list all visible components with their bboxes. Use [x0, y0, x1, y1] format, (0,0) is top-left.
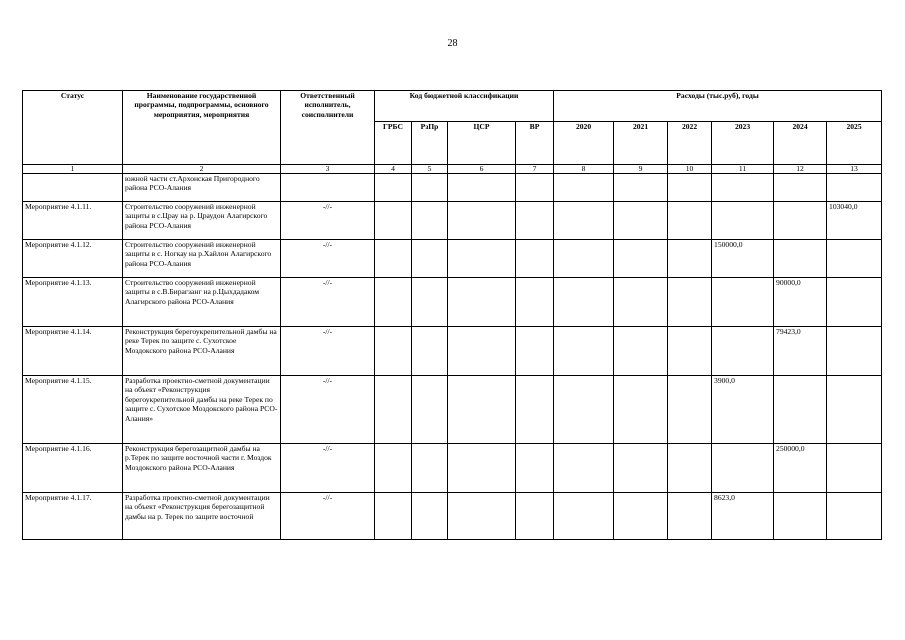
- cell-2022: [668, 240, 712, 278]
- table-row: [23, 174, 882, 202]
- cell-csr: [448, 174, 516, 202]
- column-number: 4: [375, 165, 412, 174]
- cell-grbs: [375, 240, 412, 278]
- table-row: [23, 202, 882, 240]
- cell-csr: [448, 376, 516, 444]
- cell-2025: [827, 493, 882, 540]
- cell-2021: [614, 278, 668, 327]
- cell-2020: [554, 444, 614, 493]
- cell-vr: [516, 202, 554, 240]
- cell-2020: [554, 174, 614, 202]
- cell-grbs: [375, 376, 412, 444]
- cell-vr: [516, 278, 554, 327]
- cell-2020: [554, 240, 614, 278]
- header-executor: Ответственный исполнитель, соисполнители: [281, 91, 375, 165]
- cell-2025: [827, 444, 882, 493]
- cell-2024: 79423,0: [774, 327, 827, 376]
- cell-csr: [448, 202, 516, 240]
- row-name: Строительство сооружений инженерной защиты в с. Ногкау на р.Хайлон Алагирского района РСО-Алания: [123, 240, 281, 278]
- header-row-main: [23, 91, 882, 122]
- row-executor: [281, 174, 375, 202]
- cell-2024: [774, 174, 827, 202]
- cell-grbs: [375, 493, 412, 540]
- column-number: 2: [123, 165, 281, 174]
- cell-rzpr: [412, 240, 448, 278]
- row-name: южной части ст.Архонская Пригородного района РСО-Алания: [123, 174, 281, 202]
- cell-csr: [448, 240, 516, 278]
- row-status: Мероприятие 4.1.17.: [23, 493, 123, 540]
- cell-grbs: [375, 278, 412, 327]
- cell-2025: [827, 278, 882, 327]
- row-name: Реконструкция берегоукрепительной дамбы на реке Терек по защите с. Сухотское Моздокского района РСО-Алания: [123, 327, 281, 376]
- header-year-2023: 2023: [712, 122, 774, 165]
- cell-2025: [827, 327, 882, 376]
- column-number: 6: [448, 165, 516, 174]
- header-expenses: Расходы (тыс.руб), годы: [554, 91, 882, 122]
- cell-2025: [827, 174, 882, 202]
- cell-2024: 250000,0: [774, 444, 827, 493]
- cell-vr: [516, 327, 554, 376]
- cell-rzpr: [412, 376, 448, 444]
- cell-csr: [448, 327, 516, 376]
- row-executor: -//-: [281, 327, 375, 376]
- table-row: [23, 376, 882, 444]
- row-executor: -//-: [281, 444, 375, 493]
- header-year-2025: 2025: [827, 122, 882, 165]
- row-status: Мероприятие 4.1.12.: [23, 240, 123, 278]
- cell-2024: [774, 240, 827, 278]
- cell-2020: [554, 376, 614, 444]
- row-name: Строительство сооружений инженерной защиты в с.В.Бирагзанг на р.Цыхдадаком Алагирского района РСО-Алания: [123, 278, 281, 327]
- cell-grbs: [375, 174, 412, 202]
- cell-2022: [668, 278, 712, 327]
- cell-rzpr: [412, 327, 448, 376]
- row-executor: -//-: [281, 202, 375, 240]
- cell-vr: [516, 444, 554, 493]
- column-number: 3: [281, 165, 375, 174]
- cell-rzpr: [412, 202, 448, 240]
- header-year-2022: 2022: [668, 122, 712, 165]
- row-status: Мероприятие 4.1.13.: [23, 278, 123, 327]
- column-number: 8: [554, 165, 614, 174]
- row-name: Разработка проектно-сметной документации на объект «Реконструкция берегоукрепительной дамбы на реке Терек по защите с. Сухотское Моздокского района РСО-Алания»: [123, 376, 281, 444]
- cell-2021: [614, 240, 668, 278]
- cell-2025: [827, 376, 882, 444]
- cell-2024: 90000,0: [774, 278, 827, 327]
- cell-2023: [712, 174, 774, 202]
- row-status: Мероприятие 4.1.11.: [23, 202, 123, 240]
- cell-2025: 103040,0: [827, 202, 882, 240]
- table-row: [23, 444, 882, 493]
- header-year-2021: 2021: [614, 122, 668, 165]
- cell-2024: [774, 493, 827, 540]
- cell-2023: [712, 202, 774, 240]
- cell-vr: [516, 174, 554, 202]
- column-number: 7: [516, 165, 554, 174]
- header-vr: ВР: [516, 122, 554, 165]
- row-status: [23, 174, 123, 202]
- header-rzpr: РзПр: [412, 122, 448, 165]
- cell-2024: [774, 202, 827, 240]
- cell-2022: [668, 202, 712, 240]
- header-year-2020: 2020: [554, 122, 614, 165]
- cell-2022: [668, 493, 712, 540]
- header-budget-code: Код бюджетной классификации: [375, 91, 554, 122]
- cell-2023: [712, 327, 774, 376]
- cell-2020: [554, 493, 614, 540]
- row-executor: -//-: [281, 278, 375, 327]
- cell-rzpr: [412, 444, 448, 493]
- cell-2021: [614, 202, 668, 240]
- cell-2020: [554, 278, 614, 327]
- column-number: 12: [774, 165, 827, 174]
- row-status: Мероприятие 4.1.15.: [23, 376, 123, 444]
- row-name: Реконструкция берегозащитной дамбы на р.Терек по защите восточной части г. Моздок Моздокского района РСО-Алания: [123, 444, 281, 493]
- row-executor: -//-: [281, 493, 375, 540]
- row-name: Разработка проектно-сметной документации на объект «Реконструкция берегозащитной дамбы на р. Терек по защите восточной: [123, 493, 281, 540]
- cell-2023: [712, 444, 774, 493]
- column-number: 10: [668, 165, 712, 174]
- cell-grbs: [375, 444, 412, 493]
- cell-csr: [448, 278, 516, 327]
- cell-2023: 8623,0: [712, 493, 774, 540]
- column-number: 5: [412, 165, 448, 174]
- cell-2024: [774, 376, 827, 444]
- cell-2023: 150000,0: [712, 240, 774, 278]
- cell-grbs: [375, 327, 412, 376]
- cell-2023: [712, 278, 774, 327]
- cell-2021: [614, 376, 668, 444]
- cell-2023: 3900,0: [712, 376, 774, 444]
- table-row: [23, 493, 882, 540]
- column-number: 1: [23, 165, 123, 174]
- header-status: Статус: [23, 91, 123, 165]
- cell-grbs: [375, 202, 412, 240]
- cell-csr: [448, 444, 516, 493]
- cell-2022: [668, 327, 712, 376]
- cell-2020: [554, 202, 614, 240]
- cell-2021: [614, 444, 668, 493]
- table-row: [23, 278, 882, 327]
- column-number: 9: [614, 165, 668, 174]
- header-grbs: ГРБС: [375, 122, 412, 165]
- cell-2021: [614, 327, 668, 376]
- cell-vr: [516, 493, 554, 540]
- cell-csr: [448, 493, 516, 540]
- page-number: 28: [447, 38, 458, 49]
- header-name: Наименование государственной программы, подпрограммы, основного мероприятия, мероприятия: [123, 91, 281, 165]
- column-number: 13: [827, 165, 882, 174]
- cell-2021: [614, 174, 668, 202]
- row-executor: -//-: [281, 376, 375, 444]
- header-csr: ЦСР: [448, 122, 516, 165]
- cell-2021: [614, 493, 668, 540]
- column-number-row: [23, 165, 882, 174]
- cell-rzpr: [412, 278, 448, 327]
- cell-vr: [516, 376, 554, 444]
- cell-rzpr: [412, 174, 448, 202]
- cell-2022: [668, 376, 712, 444]
- row-executor: -//-: [281, 240, 375, 278]
- row-name: Строительство сооружений инженерной защиты в с.Црау на р. Цраудон Алагирского района РСО-Алания: [123, 202, 281, 240]
- cell-2022: [668, 174, 712, 202]
- row-status: Мероприятие 4.1.16.: [23, 444, 123, 493]
- column-number: 11: [712, 165, 774, 174]
- budget-table: [22, 90, 882, 540]
- table-row: [23, 327, 882, 376]
- table-row: [23, 240, 882, 278]
- cell-vr: [516, 240, 554, 278]
- header-year-2024: 2024: [774, 122, 827, 165]
- cell-2022: [668, 444, 712, 493]
- row-status: Мероприятие 4.1.14.: [23, 327, 123, 376]
- cell-rzpr: [412, 493, 448, 540]
- cell-2020: [554, 327, 614, 376]
- cell-2025: [827, 240, 882, 278]
